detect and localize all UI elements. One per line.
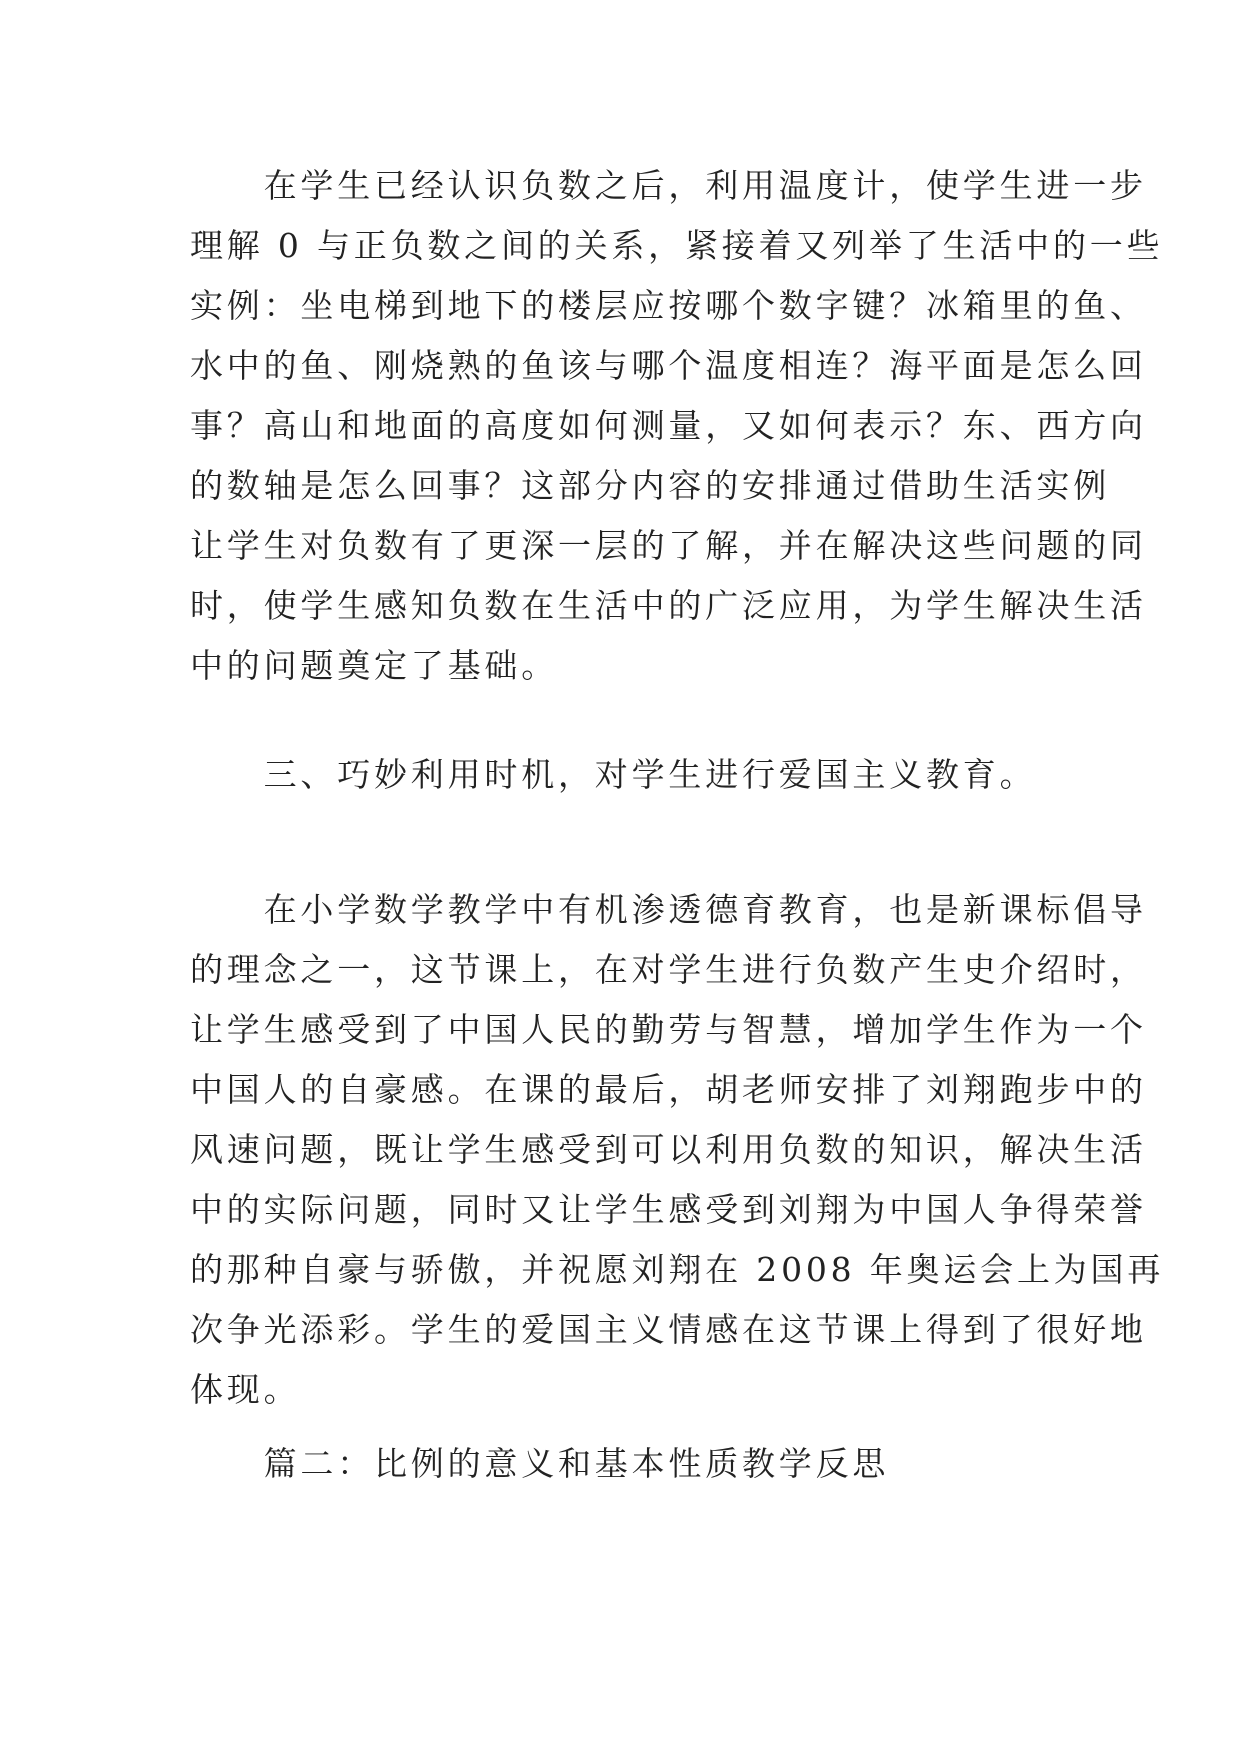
text-line: 的那种自豪与骄傲，并祝愿刘翔在 2008 年奥运会上为国再 [190, 1250, 1165, 1289]
section-heading-patriotic-education [190, 745, 1070, 805]
text-line: 时，使学生感知负数在生活中的广泛应用，为学生解决生活 [190, 586, 1147, 625]
text-line: 体现。 [190, 1370, 301, 1409]
text-line: 水中的鱼、刚烧熟的鱼该与哪个温度相连？海平面是怎么回 [190, 346, 1147, 385]
text-line: 让学生对负数有了更深一层的了解，并在解决这些问题的同 [190, 526, 1147, 565]
text-line: 理解 0 与正负数之间的关系，紧接着又列举了生活中的一些 [190, 226, 1164, 265]
text-line: 在学生已经认识负数之后，利用温度计，使学生进一步 [190, 166, 1147, 205]
paragraph-temperature-examples [190, 156, 1164, 696]
text-line: 的理念之一，这节课上，在对学生进行负数产生史介绍时， [190, 950, 1147, 989]
text-line: 风速问题，既让学生感受到可以利用负数的知识，解决生活 [190, 1130, 1147, 1169]
section-heading-ratio-reflection [190, 1434, 1070, 1494]
text-line: 中的实际问题，同时又让学生感受到刘翔为中国人争得荣誉 [190, 1190, 1147, 1229]
text-line: 次争光添彩。学生的爱国主义情感在这节课上得到了很好地 [190, 1310, 1147, 1349]
text-line: 在小学数学教学中有机渗透德育教育，也是新课标倡导 [190, 890, 1147, 929]
heading-line: 三、巧妙利用时机，对学生进行爱国主义教育。 [190, 755, 1037, 794]
text-line: 事？高山和地面的高度如何测量，又如何表示？东、西方向 [190, 406, 1147, 445]
heading-line: 篇二：比例的意义和基本性质教学反思 [190, 1444, 890, 1483]
text-line: 的数轴是怎么回事？这部分内容的安排通过借助生活实例 [190, 466, 1110, 505]
paragraph-moral-education [190, 880, 1165, 1420]
text-line: 实例：坐电梯到地下的楼层应按哪个数字键？冰箱里的鱼、 [190, 286, 1147, 325]
text-line: 中国人的自豪感。在课的最后，胡老师安排了刘翔跑步中的 [190, 1070, 1147, 1109]
text-line: 让学生感受到了中国人民的勤劳与智慧，增加学生作为一个 [190, 1010, 1147, 1049]
text-line: 中的问题奠定了基础。 [190, 646, 558, 685]
